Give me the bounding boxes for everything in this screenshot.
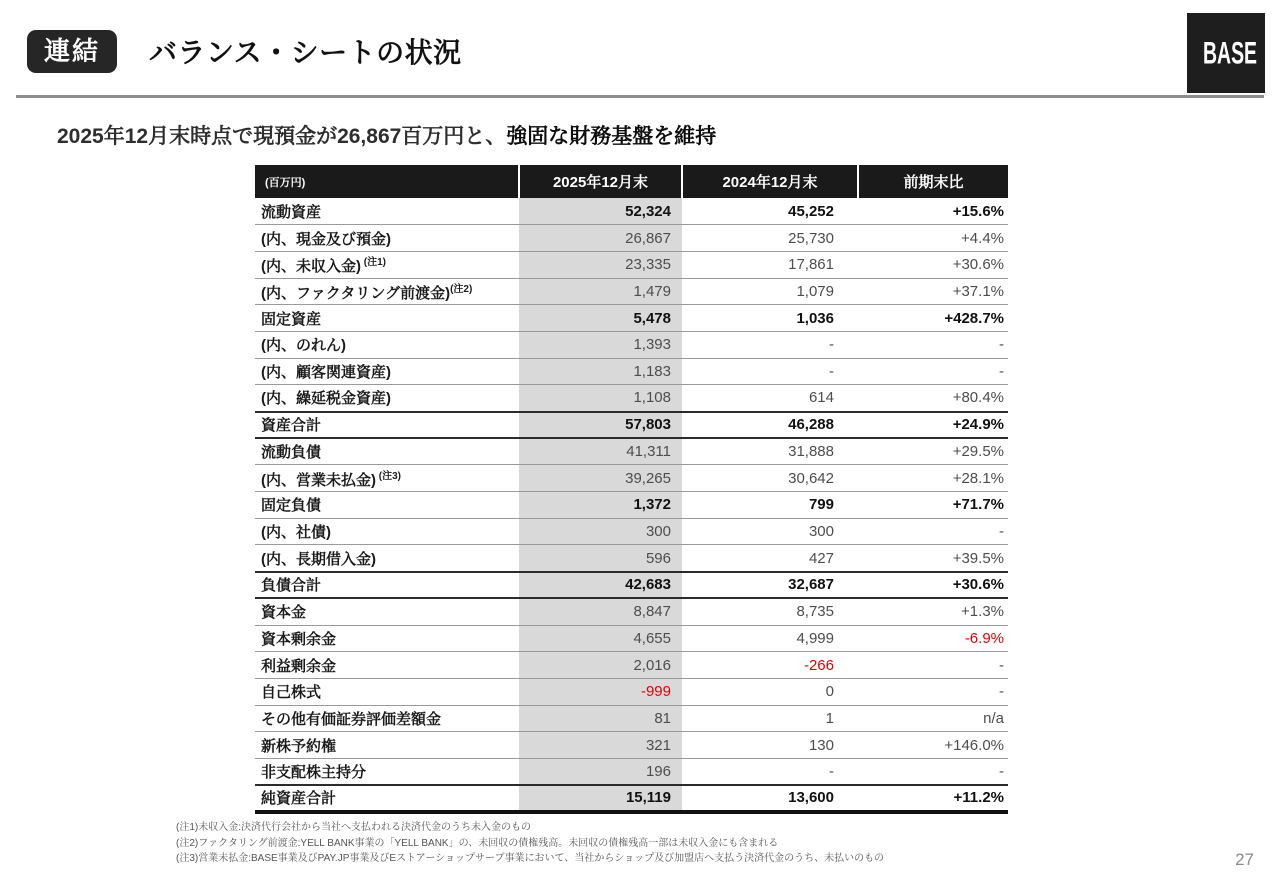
table-row <box>255 625 1008 652</box>
cell-2025: 41,311 <box>519 438 682 465</box>
row-label <box>255 225 519 252</box>
row-label <box>255 518 519 545</box>
row-label-text: (内、営業未払金) <box>261 471 376 489</box>
page-title: バランス・シートの状況 <box>149 37 462 69</box>
table-row <box>255 732 1008 759</box>
cell-2025: 1,393 <box>519 331 682 358</box>
row-label-text: 資産合計 <box>261 417 322 435</box>
footnotes <box>176 820 884 867</box>
row-label <box>255 492 519 519</box>
cell-2025: 52,324 <box>519 198 682 225</box>
cell-change: - <box>999 763 1004 781</box>
table-row <box>255 331 1008 358</box>
cell-2025: 196 <box>519 758 682 785</box>
row-label-text: 新株予約権 <box>261 737 337 755</box>
row-label-text: 資本金 <box>261 604 307 622</box>
column-header-2025: 2025年12月末 <box>519 165 682 198</box>
cell-2024: 32,687 <box>788 576 834 594</box>
table-row <box>255 198 1008 225</box>
row-label-text: (内、現金及び預金) <box>261 230 391 248</box>
consolidated-badge: 連結 <box>27 30 117 73</box>
cell-2024: 13,600 <box>788 789 834 807</box>
cell-2024: - <box>829 362 834 380</box>
cell-2025: 81 <box>519 705 682 732</box>
row-label-text: 純資産合計 <box>261 790 337 808</box>
row-label <box>255 625 519 652</box>
cell-change: +28.1% <box>952 469 1004 487</box>
footnote-3: (注3)営業未払金:BASE事業及びPAY.JP事業及びEストアーショップサーブ事業において、当社からショップ及び加盟店へ支払う決済代金のうち、未払いのもの <box>176 853 885 864</box>
cell-change: +1.3% <box>961 603 1004 621</box>
cell-change: +39.5% <box>952 549 1004 567</box>
row-label-text: 固定資産 <box>261 310 322 328</box>
table-row <box>255 385 1008 412</box>
row-label-text: 負債合計 <box>261 577 322 595</box>
cell-2024: -266 <box>803 656 834 674</box>
cell-change: +30.6% <box>952 256 1004 274</box>
key-message-normal: 2025年12月末時点で現預金が26,867百万円と、 <box>57 125 507 148</box>
cell-2024: 4,999 <box>796 629 834 647</box>
row-label <box>255 358 519 385</box>
cell-change: - <box>999 656 1004 674</box>
base-logo <box>1187 13 1265 93</box>
table-row <box>255 465 1008 492</box>
row-label-text: 流動負債 <box>261 444 322 462</box>
column-header-2024: 2024年12月末 <box>682 165 858 198</box>
table-row <box>255 785 1008 812</box>
cell-2024: 46,288 <box>788 416 834 434</box>
table-row <box>255 251 1008 278</box>
row-label <box>255 438 519 465</box>
row-label <box>255 758 519 785</box>
cell-2025: 1,108 <box>519 385 682 412</box>
cell-2024: 427 <box>808 549 834 567</box>
row-label <box>255 412 519 439</box>
cell-change: +80.4% <box>952 389 1004 407</box>
footnote-1: (注1)未収入金:決済代行会社から当社へ支払われる決済代金のうち未入金のもの <box>176 822 531 833</box>
row-label-text: (内、繰延税金資産) <box>261 390 391 408</box>
row-label <box>255 198 519 225</box>
row-label-text: (内、ファクタリング前渡金) <box>261 284 451 302</box>
table-row <box>255 518 1008 545</box>
cell-2024: 8,735 <box>796 603 834 621</box>
cell-2024: - <box>829 763 834 781</box>
table-header-row <box>255 165 1008 198</box>
cell-2024: 30,642 <box>788 469 834 487</box>
cell-2024: 1,079 <box>796 282 834 300</box>
table-row <box>255 305 1008 332</box>
cell-change: - <box>999 336 1004 354</box>
balance-sheet-table-container <box>255 165 1008 814</box>
row-label-text: (内、未収入金) <box>261 258 361 276</box>
cell-change: +146.0% <box>944 736 1004 754</box>
balance-sheet-table <box>255 165 1008 814</box>
table-row <box>255 678 1008 705</box>
cell-2025: 596 <box>519 545 682 572</box>
table-row <box>255 652 1008 679</box>
cell-2024: 799 <box>808 496 834 514</box>
row-label <box>255 545 519 572</box>
row-label <box>255 331 519 358</box>
cell-change: +29.5% <box>952 443 1004 461</box>
unit-label: (百万円) <box>255 165 519 198</box>
cell-change: +37.1% <box>952 282 1004 300</box>
cell-change: n/a <box>983 709 1004 727</box>
cell-2024: 614 <box>808 389 834 407</box>
cell-change: +24.9% <box>952 416 1004 434</box>
table-row <box>255 492 1008 519</box>
table-row <box>255 545 1008 572</box>
key-message-bold: 強固な財務基盤を維持 <box>506 125 717 148</box>
cell-2024: 1,036 <box>796 309 834 327</box>
cell-2025: 8,847 <box>519 598 682 625</box>
cell-change: +11.2% <box>953 789 1004 807</box>
cell-change: -6.9% <box>964 629 1004 647</box>
cell-2024: 1 <box>825 709 834 727</box>
slide-header <box>27 30 462 73</box>
row-label-text: 固定負債 <box>261 497 322 515</box>
cell-2025: -999 <box>519 678 682 705</box>
cell-2024: 17,861 <box>788 256 834 274</box>
table-row <box>255 358 1008 385</box>
row-label <box>255 385 519 412</box>
row-label <box>255 678 519 705</box>
table-row <box>255 438 1008 465</box>
cell-change: +15.6% <box>952 202 1004 220</box>
cell-2025: 26,867 <box>519 225 682 252</box>
cell-2024: 25,730 <box>788 229 834 247</box>
row-label <box>255 652 519 679</box>
row-label <box>255 305 519 332</box>
header-divider <box>16 95 1264 98</box>
table-row <box>255 278 1008 305</box>
table-row <box>255 705 1008 732</box>
cell-2024: 300 <box>808 523 834 541</box>
row-label-text: (内、のれん) <box>261 337 346 355</box>
balance-table-body <box>255 198 1008 812</box>
cell-2025: 57,803 <box>519 412 682 439</box>
table-row <box>255 225 1008 252</box>
cell-2025: 300 <box>519 518 682 545</box>
row-label <box>255 278 519 305</box>
table-row <box>255 572 1008 599</box>
row-footnote-ref: (注1) <box>361 257 386 269</box>
row-label <box>255 251 519 278</box>
row-label-text: 非支配株主持分 <box>261 764 367 782</box>
row-label-text: (内、顧客関連資産) <box>261 363 391 381</box>
cell-2024: - <box>829 336 834 354</box>
row-label-text: その他有価証券評価差額金 <box>261 710 442 728</box>
row-label-text: 利益剰余金 <box>261 657 337 675</box>
column-header-change: 前期末比 <box>858 165 1008 198</box>
cell-2025: 2,016 <box>519 652 682 679</box>
page-number: 27 <box>1235 850 1254 869</box>
row-footnote-ref: (注2) <box>450 283 473 295</box>
base-logo-text: BASE <box>1202 35 1257 70</box>
footnote-2: (注2)ファクタリング前渡金:YELL BANK事業の「YELL BANK」の、未回収の債権残高。未回収の債権残高一部は未収入金にも含まれる <box>176 837 779 849</box>
row-label-text: 資本剰余金 <box>261 630 337 648</box>
row-label-text: (内、長期借入金) <box>261 550 376 568</box>
row-label-text: 流動資産 <box>261 203 322 221</box>
table-row <box>255 758 1008 785</box>
cell-2024: 45,252 <box>788 202 834 220</box>
table-row <box>255 412 1008 439</box>
row-label <box>255 785 519 812</box>
cell-2025: 23,335 <box>519 251 682 278</box>
cell-2024: 0 <box>825 683 834 701</box>
cell-2025: 1,183 <box>519 358 682 385</box>
cell-2025: 1,479 <box>519 278 682 305</box>
cell-2025: 4,655 <box>519 625 682 652</box>
cell-2025: 321 <box>519 732 682 759</box>
row-label <box>255 732 519 759</box>
row-label <box>255 572 519 599</box>
table-row <box>255 598 1008 625</box>
cell-2024: 31,888 <box>788 443 834 461</box>
cell-change: +4.4% <box>961 229 1004 247</box>
cell-change: +71.7% <box>952 496 1004 514</box>
cell-change: - <box>999 683 1004 701</box>
cell-change: +428.7% <box>944 309 1004 327</box>
cell-2025: 5,478 <box>519 305 682 332</box>
cell-2025: 39,265 <box>519 465 682 492</box>
cell-change: +30.6% <box>952 576 1004 594</box>
row-footnote-ref: (注3) <box>376 470 401 482</box>
row-label <box>255 705 519 732</box>
row-label-text: (内、社債) <box>261 524 331 542</box>
key-message <box>57 120 716 150</box>
cell-2025: 1,372 <box>519 492 682 519</box>
row-label <box>255 465 519 492</box>
cell-2025: 15,119 <box>519 785 682 812</box>
cell-2025: 42,683 <box>519 572 682 599</box>
cell-change: - <box>999 362 1004 380</box>
row-label-text: 自己株式 <box>261 684 322 702</box>
cell-2024: 130 <box>808 736 834 754</box>
row-label <box>255 598 519 625</box>
cell-change: - <box>999 523 1004 541</box>
